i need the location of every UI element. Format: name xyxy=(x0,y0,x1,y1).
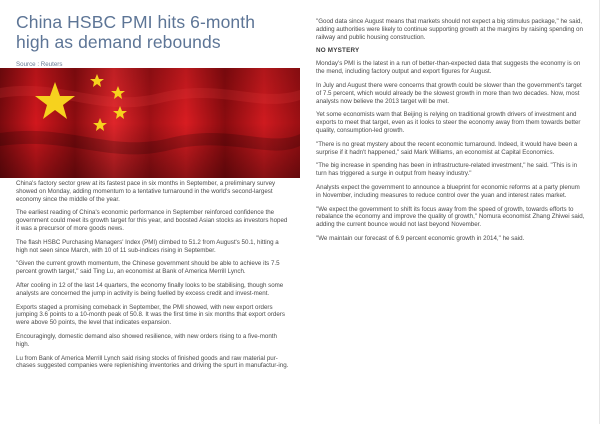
article-headline: China HSBC PMI hits 6-month high as demand rebounds xyxy=(16,12,256,52)
right-column-body xyxy=(316,18,586,249)
section-subheading: NO MYSTERY xyxy=(316,47,360,55)
left-column-body xyxy=(16,180,292,376)
paragraph: "We expect the government to shift its focus away from the speed of growth, towards efforts to rebalance the economy and improve the quality of growth," Nomura economist Zhang Zhiwei said, adding the current bounce would not last beyond November. xyxy=(316,205,585,229)
paragraph: Encouragingly, domestic demand also showed resilience, with new orders rising to a five-month high. xyxy=(16,332,277,348)
paragraph: "The big increase in spending has been in infrastructure-related investment," he said. "This is in turn has triggered a surge in output from heavy industry." xyxy=(316,162,578,178)
paragraph: "Given the current growth momentum, the Chinese government should be able to achieve its 7.5 percent growth target," said Ting Lu, an economist at Bank of America Merrill Lynch. xyxy=(16,260,280,276)
paragraph: The flash HSBC Purchasing Managers' Index (PMI) climbed to 51.2 from August's 50.1, hitting a high not seen since March, with 10 of 11 sub-indices rising in September. xyxy=(16,238,279,254)
paragraph: In July and August there were concerns that growth could be slower than the government's target of 7.5 percent, which would already be the slowest growth in more than two decades. Now, most analysts now believe the 2013 target will be met. xyxy=(316,81,582,105)
paragraph: "There is no great mystery about the recent economic turnaround. Indeed, it would have been a surprise if it hadn't happened," said Mark Williams, an economist at Capital Economics. xyxy=(316,140,578,156)
paragraph: China's factory sector grew at its fastest pace in six months in September, a preliminary survey showed on Monday, adding momentum to a tentative turnaround in the world's second-largest economy since the middle of the year. xyxy=(16,180,276,203)
paragraph: "Good data since August means that markets should not expect a big stimulus package," he said, adding authorities were likely to continue supporting growth at the margins by raising spending on railway and public housing construction. xyxy=(316,18,583,41)
article-header xyxy=(16,12,292,68)
paragraph: The earliest reading of China's economic performance in September reinforced confidence the government could meet its growth target for this year, and boosted Asian stocks as investors hoped it was a precursor of more goods news. xyxy=(16,209,288,232)
paragraph: Exports staged a promising comeback in September, the PMI showed, with new export orders jumping 3.6 points to a 10-month peak of 50.8. It was the first time in six months that export orders were above 50 points, the level that indicates expansion. xyxy=(16,303,285,327)
paragraph: After cooling in 12 of the last 14 quarters, the economy finally looks to be stabilising, though some analysts are concerned the jump in activity is being fuelled by excess credit and invest-ment. xyxy=(16,281,284,297)
paragraph: Lu from Bank of America Merrill Lynch said rising stocks of finished goods and raw material pur-chases suggested companies were replenishing inventories and driving the spurt in manufactur-ing. xyxy=(16,354,289,370)
paragraph: Analysts expect the government to announce a blueprint for economic reforms at a party plenum in November, including measures to reduce control over the yuan and interest rates market. xyxy=(316,183,580,199)
paragraph: Yet some economists warn that Beijing is relying on traditional growth drivers of investment and exports to meet that target, even as it looks to steer the economy away from them towards better quality, consumption-led growth. xyxy=(316,111,581,134)
paragraph: "We maintain our forecast of 6.9 percent economic growth in 2014," he said. xyxy=(316,234,525,242)
article-source: Source : Reuters xyxy=(16,61,63,68)
china-flag-icon xyxy=(0,68,300,178)
paragraph: Monday's PMI is the latest in a run of better-than-expected data that suggests the economy is on the mend, including factory output and export figures for August. xyxy=(316,60,581,76)
